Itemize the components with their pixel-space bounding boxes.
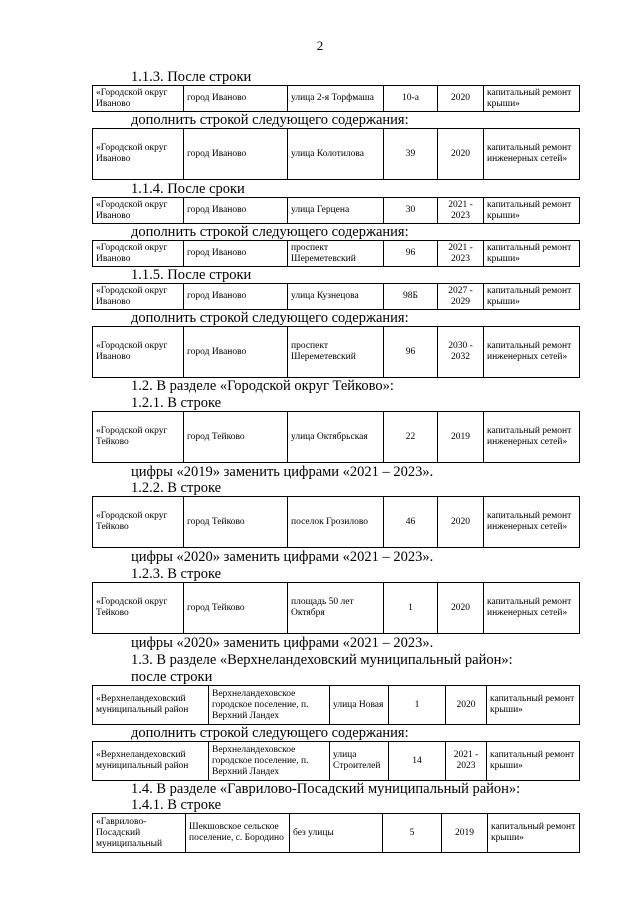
section-heading: цифры «2020» заменить цифрами «2021 – 2023».: [131, 635, 434, 651]
cell-period: 2019: [442, 814, 488, 853]
address-table: [92, 326, 580, 378]
section-heading: 1.1.4. После сроки: [131, 181, 245, 197]
cell-settlement: город Иваново: [184, 327, 288, 378]
cell-street: площадь 50 лет Октября: [288, 583, 384, 634]
cell-house: 96: [384, 241, 438, 267]
table-row: [93, 327, 580, 378]
table-row: [93, 583, 580, 634]
cell-work: капитальный ремонт инженерных сетей»: [484, 583, 580, 634]
cell-district: «Городской округ Тейково: [93, 412, 184, 463]
cell-house: 96: [384, 327, 438, 378]
cell-work: капитальный ремонт крыши»: [484, 241, 580, 267]
section-heading: дополнить строкой следующего содержания:: [131, 112, 409, 128]
cell-settlement: город Тейково: [184, 412, 288, 463]
table-row: [93, 497, 580, 548]
cell-period: 2021 - 2023: [438, 198, 484, 224]
cell-period: 2021 - 2023: [446, 742, 487, 781]
cell-settlement: город Иваново: [184, 198, 288, 224]
cell-settlement: город Иваново: [184, 86, 288, 112]
cell-period: 2020: [438, 129, 484, 180]
cell-work: капитальный ремонт инженерных сетей»: [484, 497, 580, 548]
section-heading: 1.2.1. В строке: [131, 395, 222, 411]
section-heading: 1.2.2. В строке: [131, 480, 222, 496]
cell-district: «Городской округ Иваново: [93, 86, 184, 112]
cell-period: 2020: [438, 583, 484, 634]
cell-street: проспект Шереметевский: [288, 241, 384, 267]
cell-work: капитальный ремонт крыши»: [487, 742, 580, 781]
cell-street: улица 2-я Торфмаша: [288, 86, 384, 112]
cell-settlement: Верхнеландеховское городское поселение, п. Верхний Ландех: [209, 742, 330, 781]
address-table: [92, 496, 580, 548]
cell-settlement: Верхнеландеховское городское поселение, п. Верхний Ландех: [209, 686, 330, 725]
cell-house: 1: [389, 686, 446, 725]
cell-street: улица Герцена: [288, 198, 384, 224]
cell-district: «Городской округ Иваново: [93, 327, 184, 378]
address-table: [92, 741, 580, 781]
table-row: [93, 686, 580, 725]
table-row: [93, 241, 580, 267]
cell-street: улица Новая: [330, 686, 389, 725]
table-row: [93, 742, 580, 781]
section-heading: 1.4. В разделе «Гаврилово-Посадский муниципальный район»:: [131, 781, 521, 797]
cell-work: капитальный ремонт инженерных сетей»: [484, 129, 580, 180]
cell-street: улица Колотилова: [288, 129, 384, 180]
cell-street: поселок Грозилово: [288, 497, 384, 548]
cell-house: 1: [384, 583, 438, 634]
section-heading: 1.1.3. После строки: [131, 69, 252, 85]
cell-work: капитальный ремонт крыши»: [487, 686, 580, 725]
cell-street: улица Октябрьская: [288, 412, 384, 463]
cell-district: «Городской округ Иваново: [93, 129, 184, 180]
cell-period: 2020: [446, 686, 487, 725]
cell-work: капитальный ремонт крыши»: [484, 198, 580, 224]
cell-district: «Верхнеландеховский муниципальный район: [93, 742, 209, 781]
section-heading: дополнить строкой следующего содержания:: [131, 725, 409, 741]
cell-district: «Городской округ Иваново: [93, 198, 184, 224]
cell-work: капитальный ремонт инженерных сетей»: [484, 412, 580, 463]
section-heading: дополнить строкой следующего содержания:: [131, 310, 409, 326]
cell-street: проспект Шереметевский: [288, 327, 384, 378]
cell-district: «Гаврилово-Посадский муниципальный: [93, 814, 186, 853]
section-heading: дополнить строкой следующего содержания:: [131, 224, 409, 240]
cell-settlement: город Иваново: [184, 284, 288, 310]
cell-street: улица Строителей: [330, 742, 389, 781]
page-number: 2: [316, 38, 324, 53]
cell-work: капитальный ремонт инженерных сетей»: [484, 327, 580, 378]
cell-street: без улицы: [290, 814, 383, 853]
section-heading: 1.2.3. В строке: [131, 566, 222, 582]
table-row: [93, 198, 580, 224]
cell-house: 22: [384, 412, 438, 463]
address-table: [92, 85, 580, 112]
address-table: [92, 411, 580, 463]
cell-settlement: город Иваново: [184, 129, 288, 180]
cell-house: 98Б: [384, 284, 438, 310]
cell-district: «Городской округ Тейково: [93, 497, 184, 548]
address-table: [92, 128, 580, 180]
cell-work: капитальный ремонт крыши»: [484, 284, 580, 310]
cell-street: улица Кузнецова: [288, 284, 384, 310]
address-table: [92, 283, 580, 310]
table-row: [93, 129, 580, 180]
address-table: [92, 197, 580, 224]
cell-house: 5: [383, 814, 442, 853]
table-row: [93, 412, 580, 463]
section-heading: после строки: [131, 669, 213, 685]
cell-house: 14: [389, 742, 446, 781]
address-table: [92, 685, 580, 725]
cell-period: 2021 - 2023: [438, 241, 484, 267]
section-heading: цифры «2020» заменить цифрами «2021 – 2023».: [131, 549, 434, 565]
cell-house: 39: [384, 129, 438, 180]
cell-work: капитальный ремонт крыши»: [484, 86, 580, 112]
cell-district: «Городской округ Иваново: [93, 284, 184, 310]
section-heading: цифры «2019» заменить цифрами «2021 – 2023».: [131, 464, 434, 480]
address-table: [92, 813, 580, 853]
cell-period: 2020: [438, 86, 484, 112]
cell-period: 2027 - 2029: [438, 284, 484, 310]
cell-house: 10-а: [384, 86, 438, 112]
cell-settlement: город Иваново: [184, 241, 288, 267]
section-heading: 1.3. В разделе «Верхнеландеховский муниципальный район»:: [131, 652, 513, 668]
cell-period: 2030 - 2032: [438, 327, 484, 378]
table-row: [93, 86, 580, 112]
cell-district: «Верхнеландеховский муниципальный район: [93, 686, 209, 725]
section-heading: 1.4.1. В строке: [131, 797, 222, 813]
address-table: [92, 240, 580, 267]
cell-period: 2019: [438, 412, 484, 463]
cell-settlement: Шекшовское сельское поселение, с. Бородино: [186, 814, 290, 853]
cell-settlement: город Тейково: [184, 583, 288, 634]
cell-settlement: город Тейково: [184, 497, 288, 548]
section-heading: 1.2. В разделе «Городской округ Тейково»:: [131, 378, 394, 394]
table-row: [93, 284, 580, 310]
cell-work: капитальный ремонт крыши»: [488, 814, 580, 853]
cell-house: 30: [384, 198, 438, 224]
cell-house: 46: [384, 497, 438, 548]
cell-period: 2020: [438, 497, 484, 548]
section-heading: 1.1.5. После строки: [131, 267, 252, 283]
table-row: [93, 814, 580, 853]
cell-district: «Городской округ Тейково: [93, 583, 184, 634]
address-table: [92, 582, 580, 634]
cell-district: «Городской округ Иваново: [93, 241, 184, 267]
